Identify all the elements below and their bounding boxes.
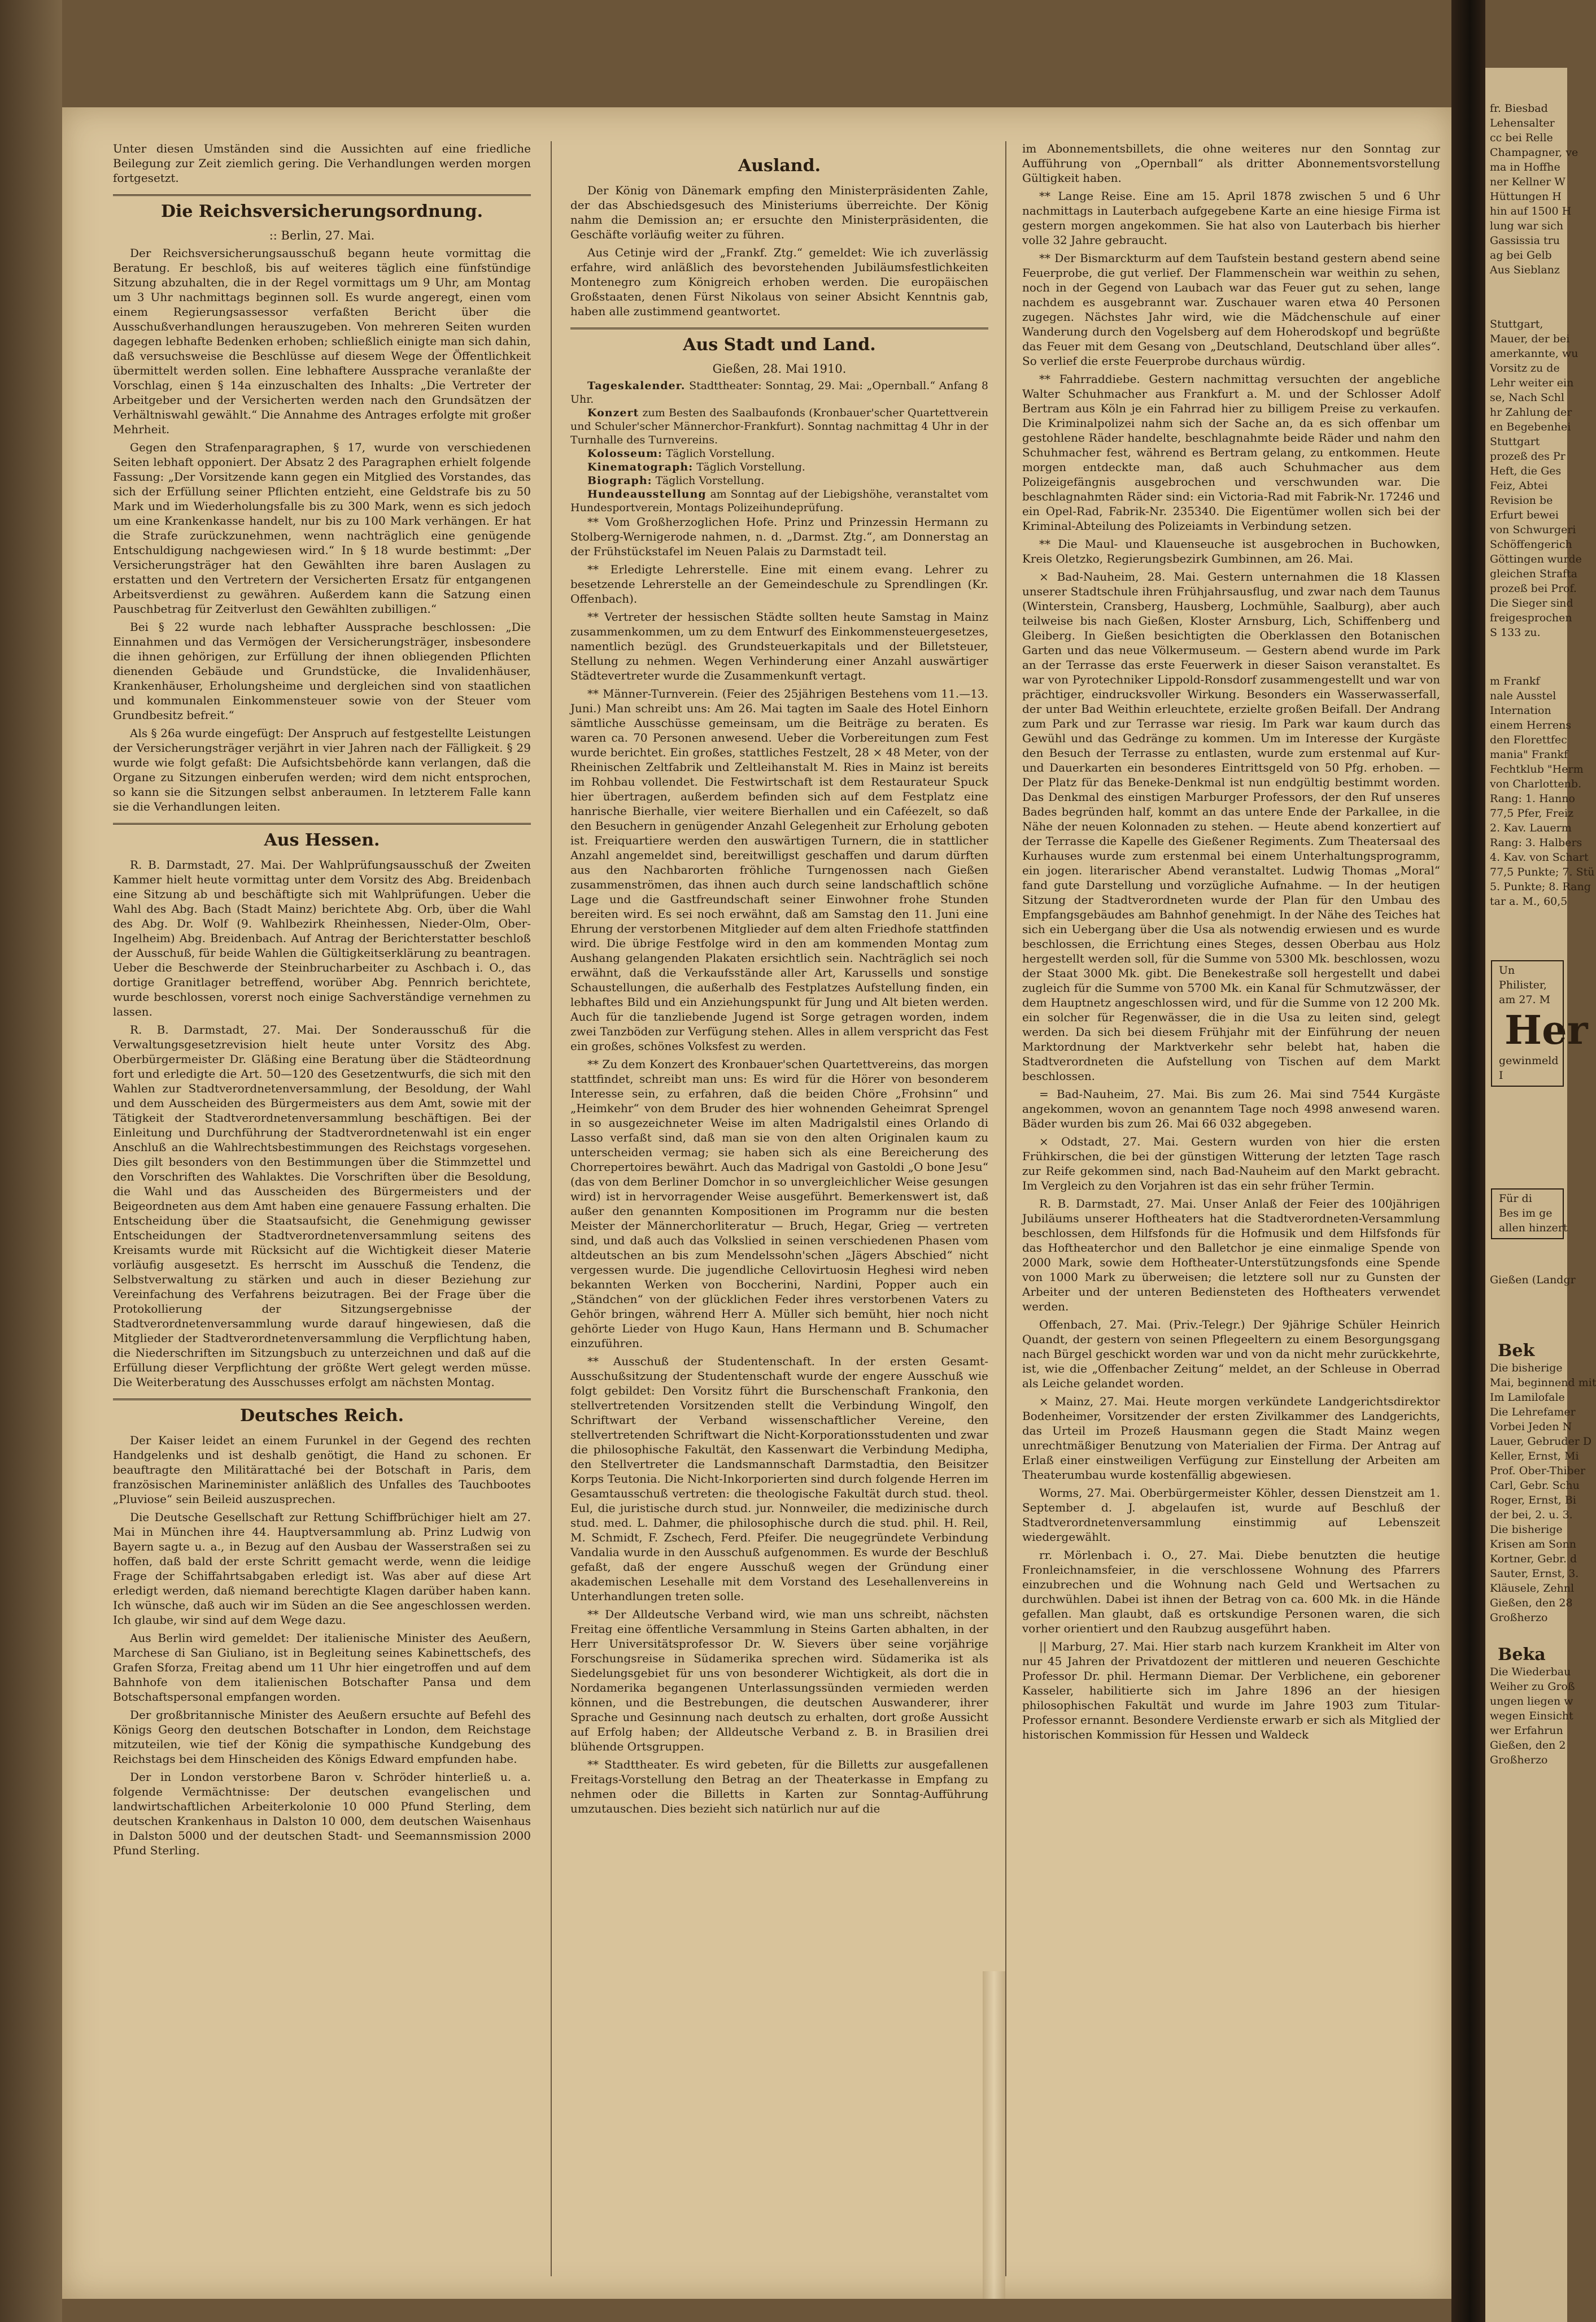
fragment-line: mania" Frankf [1490, 748, 1568, 761]
article-paragraph: R. B. Darmstadt, 27. Mai. Der Wahlprüfungsausschuß der Zweiten Kammer hielt heute vormittag unter dem Vorsitz des Abg. Breidenbach eine Sitzung ab und beschäftigte sich mit Wahlprüfungen. Ueber die Wahl des Abg. Bach (Stadt Mainz) berichtete Abg. Orb, über die Wahl des Abg. Dr. Wolf (9. Wahlbezirk Rheinhessen, Nieder-Olm, Ober-Ingelheim) Abg. Breidenbach. Auf Antrag der Berichterstatter beschloß der Ausschuß, für beide Wahlen die Gültigkeitserklärung zu beantragen. Ueber die Beschwerde der Steinbrucharbeiter zu Aschbach i. O., das dortige Granitlager betreffend, worüber Abg. Pennrich berichtete, wurde beschlossen, vorerst noch einige Sachverständige vernehmen zu lassen. [113, 858, 531, 1018]
fragment-line: Gassissia tru [1490, 234, 1560, 247]
intro-paragraph: Unter diesen Umständen sind die Aussichten auf eine friedliche Beilegung zur Zeit ziemlich gering. Die Verhandlungen werden morgen fortgesetzt. [113, 142, 531, 185]
dateline: Gießen, 28. Mai 1910. [712, 362, 847, 376]
fragment-line: Göttingen wurde [1490, 553, 1582, 565]
fragment-line: S 133 zu. [1490, 626, 1541, 639]
fragment-line: Großherzo [1490, 1754, 1548, 1766]
article-paragraph: ** Ausschuß der Studentenschaft. In der ersten Gesamt-Ausschußsitzung der Studentenschaft wurde der engere Ausschuß wie folgt gebildet: Den Vorsitz führt die Burschenschaft Frankonia, den stellvertretenden Vorsitzenden stellt die Verbindung Wingolf, den Schriftwart der Verband wissenschaftlicher Vereine, den stellvertretenden Schriftwart die Nicht-Korporationsstudenten und zwar die philosophische Fakultät, den Kassenwart die Verbindung Medipha, den Stellvertreter die Landsmannschaft Darmstadtia, den Beisitzer Korps Teutonia. Die Nicht-Inkorporierten sind durch folgende Herren im Gesamtausschuß vertreten: die theologische Fakultät durch stud. theol. Eul, die juristische durch stud. jur. Nonnweiler, die medizinische durch stud. med. L. Dahmer, die philosophische durch die stud. phil. H. Reil, M. Schmidt, F. Zschech, Ferd. Pfeifer. Die neugegründete Verbindung Vandalia wurde in den Ausschuß aufgenommen. Es wurde der Beschluß gefaßt, daß der engere Ausschuß wegen der Gründung einer akademischen Lesehalle mit dem Vorstand des Lesehallenvereins in Unterhandlungen treten solle. [570, 1354, 988, 1603]
fragment-line: allen hinzert [1499, 1222, 1568, 1234]
fragment-line: Roger, Ernst, Bi [1490, 1494, 1576, 1506]
article-paragraph: ** Erledigte Lehrerstelle. Eine mit einem evang. Lehrer zu besetzende Lehrerstelle an der Gemeindeschule zu Sprendlingen (Kr. Offenbach). [570, 563, 988, 605]
fragment-line: Die Wiederbau [1490, 1666, 1571, 1678]
article-paragraph: ** Stadttheater. Es wird gebeten, für die Billetts zur ausgefallenen Freitags-Vorstellung den Betrag an der Theaterkasse in Empfang zu nehmen oder die Billetts in Karten zur Sonntag-Aufführung umzutauschen. Dies bezieht sich natürlich nur auf die [570, 1758, 988, 1815]
section-heading-reichsversicherung: Die Reichsversicherungsordnung. [113, 194, 531, 223]
fragment-line: wegen Einsicht [1490, 1710, 1573, 1722]
section-heading: Beka [1498, 1645, 1546, 1665]
fragment-line: en Begebenhei [1490, 421, 1571, 433]
fragment-line: den Florettfec [1490, 734, 1567, 746]
article-paragraph: Der großbritannische Minister des Aeußern ersuchte auf Befehl des Königs Georg den deutschen Botschafter in London, dem Reichstage mitzuteilen, wie tief der König die sympathische Kundgebung des Reichstags bei dem Hinscheiden des Königs Edward empfunden habe. [113, 1708, 531, 1766]
article-paragraph: Der in London verstorbene Baron v. Schröder hinterließ u. a. folgende Vermächtnisse: Der deutschen evangelischen und landwirtschaftlichen Arbeiterkolonie 10 000 Pfund Sterling, dem deutschen Krankenhaus in Dalston 10 000, dem deutschen Waisenhaus in Dalston 5000 und der deutschen Stadt- und Seemannsmission 2000 Pfund Sterling. [113, 1770, 531, 1857]
fragment-line: von Schwurgeri [1490, 524, 1576, 536]
fragment-line: Rang: 1. Hanno [1490, 792, 1575, 805]
fragment-line: gewinmeld [1499, 1055, 1559, 1067]
article-paragraph: ** Die Maul- und Klauenseuche ist ausgebrochen in Buchowken, Kreis Oletzko, Regierungsbezirk Gumbinnen, am 26. Mai. [1022, 537, 1440, 565]
fragment-line: Mai, beginnend mit [1490, 1376, 1596, 1389]
newspaper-page [62, 107, 1451, 2299]
fragment-line: Mauer, der bei [1490, 333, 1570, 345]
fragment-line: hr Zahlung der [1490, 406, 1572, 419]
article-paragraph: Aus Berlin wird gemeldet: Der italienische Minister des Aeußern, Marchese di San Giuliano, ist in Begleitung seines Kabinettschefs, des Grafen Sforza, Freitag abend um 11 Uhr hier eingetroffen und auf dem Bahnhofe von dem italienischen Botschafter Pansa und dem Botschaftspersonal empfangen worden. [113, 1631, 531, 1704]
calendar-item: Biograph: Täglich Vorstellung. [587, 474, 765, 487]
book-binding [1451, 0, 1485, 2322]
fragment-line: Die Sieger sind [1490, 597, 1573, 609]
article-paragraph: ** Fahrraddiebe. Gestern nachmittag versuchten der angebliche Walter Schuhmacher aus Frankfurt a. M. und der Schlosser Adolf Bertram aus Köln je ein Fahrrad hier zu billigem Preise zu verkaufen. Die Kriminalpolizei nahm sich der Sache an, da es sich offenbar um gestohlene Räder handelte, beschlagnahmte beide Räder und nahm den Schuhmacher fest, während es Bertram gelang, zu entkommen. Heute morgen entdeckte man, daß auch Schuhmacher aus dem Polizeigefängnis ausgebrochen und verschwunden war. Die beschlagnahmten Räder sind: ein Victoria-Rad mit Fabrik-Nr. 17246 und ein Opel-Rad, Fabrik-Nr. 235340. Die Eigentümer wollen sich bei der Kriminal-Abteilung des Polizeiamts in Verbindung setzen. [1022, 372, 1440, 533]
fragment-line: Un [1499, 964, 1515, 977]
article-paragraph: ** Lange Reise. Eine am 15. April 1878 zwischen 5 und 6 Uhr nachmittags in Lauterbach aufgegebene Karte an eine hiesige Firma ist gestern morgen angekommen. Sie hat also von Lauterbach bis hierher volle 32 Jahre gebraucht. [1022, 189, 1440, 247]
fragment-line: hin auf 1500 H [1490, 205, 1572, 217]
fragment-line: Bes im ge [1499, 1207, 1553, 1219]
fragment-line: lung war sich [1490, 220, 1564, 232]
calendar-list [570, 379, 988, 515]
article-paragraph: Der König von Dänemark empfing den Ministerpräsidenten Zahle, der das Abschiedsgesuch des Ministeriums überreichte. Der König nahm die Demission an; er ersuchte den Ministerpräsidenten, die Geschäfte vorläufig weiter zu führen. [570, 184, 988, 241]
article-paragraph: Als § 26a wurde eingefügt: Der Anspruch auf festgestellte Leistungen der Versicherungsträger verjährt in vier Jahren nach der Fälligkeit. § 29 wurde wie folgt gefaßt: Die Aufsichtsbehörde kann verlangen, daß die Organe zu Sitzungen einberufen werden; wird dem nicht entsprochen, so kann sie die Sitzungen selbst anberaumen. In letzterem Falle kann sie die Verhandlungen leiten. [113, 726, 531, 813]
fragment-line: Lehensalter [1490, 117, 1555, 129]
fragment-line: Stuttgart, [1490, 318, 1543, 330]
adjacent-page-text [1485, 68, 1596, 1767]
fragment-line: wer Erfahrun [1490, 1724, 1563, 1737]
fragment-line: Weiher zu Groß [1490, 1680, 1575, 1693]
fragment-line: amerkannte, wu [1490, 347, 1578, 360]
fragment-line: Die Lehrefamer [1490, 1406, 1576, 1418]
fragment-line: ner Kellner W [1490, 176, 1566, 188]
article-paragraph: ** Vom Großherzoglichen Hofe. Prinz und Prinzessin Hermann zu Stolberg-Wernigerode nahmen, n. d. „Darmst. Ztg.“, am Donnerstag an der Frühstückstafel im Neuen Palais zu Darmstadt teil. [570, 515, 988, 558]
section-heading-deutsches-reich: Deutsches Reich. [113, 1399, 531, 1427]
article-paragraph: ** Männer-Turnverein. (Feier des 25jährigen Bestehens vom 11.—13. Juni.) Man schreibt uns: Am 26. Mai tagten im Saale des Hotel Einhorn sämtliche Ausschüsse gemeinsam, um die Beiträge zu beraten. Es waren ca. 70 Personen anwesend. Ueber die Vorbereitungen zum Fest wurde berichtet. Ein großes, stattliches Festzelt, 28 × 48 Meter, von der Rheinischen Zeltfabrik und Zeltleihanstalt M. Ries in Mainz ist bereits im Rohbau vollendet. Die Festwirtschaft ist dem Restaurateur Spuck hier übertragen, außerdem befinden sich auf dem Festplatz eine hanrische Bierhalle, vier weitere Bierhallen und ein Caféezelt, so daß den Besuchern in genügender Anzahl Gelegenheit zur Erholung geboten ist. Freiquartiere werden den auswärtigen Turnern, die in stattlicher Anzahl angemeldet sind, bereitwilligst geschaffen und darum dürften aus den Nachbarorten fröhliche Turngenossen nach Gießen zusammenströmen, das ihnen auch durch seine landschaftlich schöne Lage und die Gastfreundschaft seiner Einwohner frohe Stunden bereiten wird. Es sei noch erwähnt, daß am Samstag den 11. Juni eine Ehrung der verstorbenen Mitglieder auf dem alten Friedhofe stattfinden wird. Die übrige Festfolge wird in den am kommenden Montag zum Aushang gelangenden Plakaten ersichtlich sein. Nachträglich sei noch erwähnt, daß die Verkaufsstände aller Art, Karussells und sonstige Schaustellungen, die außerhalb des Festplatzes Aufstellung finden, ein lebhaftes Bild und ein Anziehungspunkt für Jung und Alt bieten werden. Auch für die tanzliebende Jugend ist Sorge getragen worden, indem zwei Tanzböden zur Verfügung stehen. Alles in allem verspricht das Fest ein großes, schönes Volksfest zu werden. [570, 687, 988, 1053]
fragment-line: ma in Hoffhe [1490, 161, 1560, 173]
fragment-line: Internation [1490, 704, 1551, 717]
fragment-line: Heft, die Ges [1490, 465, 1562, 477]
article-paragraph: im Abonnementsbillets, die ohne weiteres nur den Sonntag zur Aufführung von „Opernball“ als dritter Abonnementsvorstellung Gültigkeit haben. [1022, 142, 1440, 185]
advert-name: Her [1505, 1007, 1588, 1053]
article-paragraph: = Bad-Nauheim, 27. Mai. Bis zum 26. Mai sind 7544 Kurgäste angekommen, wovon an genanntem Tage noch 4998 anwesend waren. Bäder wurden bis zum 26. Mai 66 032 abgegeben. [1022, 1087, 1440, 1130]
fragment-line: Die bisherige [1490, 1523, 1563, 1536]
fragment-line: 2. Kav. Lauerm [1490, 822, 1572, 834]
article-paragraph: Aus Cetinje wird der „Frankf. Ztg.“ gemeldet: Wie ich zuverlässig erfahre, wird anläßlich des bevorstehenden Jubiläumsfestlichkeiten Montenegro zum Königreich erhoben werden. Die europäischen Großstaaten, denen Fürst Nikolaus von seiner Absicht Kenntnis gab, haben alle zustimmend geantwortet. [570, 246, 988, 318]
fragment-line: Großherzo [1490, 1611, 1548, 1624]
fragment-line: I [1499, 1069, 1503, 1082]
section-heading-ausland: Ausland. [738, 156, 821, 176]
adjacent-page-fragment [1485, 68, 1596, 2322]
fragment-line: Gießen, den 28 [1490, 1597, 1573, 1609]
section-heading: Bek [1498, 1341, 1535, 1361]
advertisement-box [1491, 1188, 1568, 1239]
section-heading-hessen: Aus Hessen. [113, 823, 531, 852]
fragment-line: Die bisherige [1490, 1362, 1563, 1374]
fragment-line: Sauter, Ernst, 3. [1490, 1567, 1579, 1580]
article-paragraph: × Odstadt, 27. Mai. Gestern wurden von hier die ersten Frühkirschen, die bei der günstigen Witterung der letzten Tage rasch zur Reife gekommen sind, nach Bad-Nauheim auf den Markt gebracht. Im Vergleich zu den Vorjahren ist das ein sehr früher Termin. [1022, 1135, 1440, 1192]
fragment-line: freigesprochen [1490, 612, 1572, 624]
fragment-line: Kortner, Gebr. d [1490, 1553, 1577, 1565]
column-3 [1022, 141, 1440, 1745]
fragment-line: Hüttungen H [1490, 190, 1562, 203]
fragment-line: Im Lamilofale [1490, 1391, 1565, 1404]
article-paragraph: Die Deutsche Gesellschaft zur Rettung Schiffbrüchiger hielt am 27. Mai in München ihre 44. Hauptversammlung ab. Prinz Ludwig von Bayern sagte u. a., in Bezug auf den Ausbau der Wasserstraßen sei zu hoffen, daß bald der erste Schritt gemacht werde, wenn die leidige Frage der Schiffahrtsabgaben erledigt ist. Was aber auf diese Art erledigt werden, daß niemand berechtigte Klagen darüber haben kann. Ich wünsche, daß auch wir im Süden an die See angeschlossen werden. Ich glaube, wir sind auf dem Wege dazu. [113, 1510, 531, 1627]
fragment-line: Vorsitz zu de [1490, 362, 1560, 374]
fragment-line: 77,5 Pfer, Freiz [1490, 807, 1574, 820]
fragment-line: Gießen (Landgr [1490, 1274, 1576, 1286]
calendar-item: Tageskalender. Stadttheater: Sonntag, 29. Mai: „Opernball.“ Anfang 8 Uhr. [570, 380, 988, 406]
fragment-line: Stuttgart [1490, 435, 1540, 448]
column-2 [570, 141, 988, 1819]
fragment-line: nale Ausstel [1490, 690, 1556, 702]
fragment-line: tar a. M., 60,5 [1490, 895, 1568, 908]
fragment-line: Gießen, den 2 [1490, 1739, 1566, 1752]
fragment-line: ungen liegen w [1490, 1695, 1573, 1707]
section-heading-stadt-und-land: Aus Stadt und Land. [570, 328, 988, 356]
calendar-item: Konzert zum Besten des Saalbaufonds (Kronbauer'scher Quartettverein und Schuler'scher Männerchor-Frankfurt). Sonntag nachmittag 4 Uhr in der Turnhalle des Turnvereins. [570, 407, 988, 446]
fragment-line: gleichen Strafta [1490, 568, 1578, 580]
fragment-line: se, Nach Schl [1490, 391, 1564, 404]
fragment-line: prozeß bei Prof. [1490, 582, 1577, 595]
fragment-line: Champagner, ve [1490, 146, 1578, 159]
fragment-line: prozeß des Pr [1490, 450, 1566, 463]
fragment-line: Revision be [1490, 494, 1553, 507]
fragment-line: Lauer, Gebruder D [1490, 1435, 1592, 1448]
article-paragraph: × Mainz, 27. Mai. Heute morgen verkündete Landgerichtsdirektor Bodenheimer, Vorsitzender der ersten Zivilkammer des Landgerichts, das Urteil im Prozeß Hausmann gegen die Stadt Mainz wegen unrechtmäßiger Benutzung von Materialien der Firma. Der Antrag auf Erlaß einer einstweiligen Verfügung zur Einstellung der Arbeiten am Theaterumbau wurde kostenfällig abgewiesen. [1022, 1395, 1440, 1482]
article-paragraph: Bei § 22 wurde nach lebhafter Aussprache beschlossen: „Die Einnahmen und das Vermögen der Versicherungsträger, insbesondere die ihnen gehörigen, zur Erfüllung der ihnen obliegenden Pflichten dienenden Gebäude und Grundstücke, die Invalidenhäuser, Krankenhäuser, Erholungsheime und dergleichen sind von staatlichen und kommunalen Einkommensteuer sowie von der Steuer vom Grundbesitz befreit.“ [113, 620, 531, 722]
fragment-line: Prof. Ober-Thiber [1490, 1465, 1586, 1477]
fragment-line: fr. Biesbad [1490, 102, 1548, 115]
fragment-line: einem Herrens [1490, 719, 1572, 731]
fragment-line: m Frankf [1490, 675, 1540, 687]
fragment-line: Feiz, Abtei [1490, 480, 1548, 492]
article-paragraph: × Bad-Nauheim, 28. Mai. Gestern unternahmen die 18 Klassen unserer Stadtschule ihren Frühjahrsausflug, und zwar nach dem Taunus (Winterstein, Cransberg, Hausberg, Lochmühle, Saalburg), aber auch teilweise bis nach Gießen, Kloster Arnsburg, Lich, Schiffenberg und Gleiberg. In Gießen besichtigten die Oberklassen den Botanischen Garten und das neue Völkermuseum. — Gestern abend wurde im Park an der Terrasse das erste Feuerwerk in dieser Saison veranstaltet. Es war von Pyrotechniker Lippold-Ronsdorf zusammengestellt und war von prächtiger, eindrucksvoller Wirkung. Besonders ein Wasserwasserfall, der unter Bad Weithin erleuchtete, erzielte großen Beifall. Der Andrang zum Park und zur Terrasse war riesig. Im Park war kaum durch das Gewühl und das Gedränge zu kommen. Um im Interesse der Kurgäste den Besuch der Terrasse zu entlasten, wurde zum erstenmal auf Kur- und Dauerkarten ein besonderes Eintrittsgeld von 50 Pfg. erhoben. — Der Platz für das Beneke-Denkmal ist nun endgültig bestimmt worden. Das Denkmal des einstigen Marburger Professors, der den Ruf unseres Bades begründen half, kommt an das untere Ende der Parkallee, in die Nähe der neuen Kolonnaden zu stehen. — Heute abend konzertiert auf der Terrasse die Kapelle des Gießener Regiments. Zum Theatersaal des Kurhauses wurde zum erstenmal bei einem Unterhaltungsprogramm, ein jogen. literarischer Abend veranstaltet. Ludwig Thomas „Moral“ fand gute Darstellung und vorzügliche Aufnahme. — In der heutigen Sitzung der Stadtverordneten wurde der Plan für den Umbau des Empfangsgebäudes am Bahnhof genehmigt. In der Nähe des Teiches hat sich ein Uebergang über die Usa als notwendig erwiesen und es wurde beschlossen, die Errichtung eines Steges, dessen Oberbau aus Holz hergestellt werden soll, für die Summe von 5300 Mk. beschlossen, wozu der Staat 3000 Mk. gibt. Die Benekestraße soll hergestellt und dabei zugleich für die Summe von 5700 Mk. ein Kanal für Schmutzwässer, der dem Hauptnetz angeschlossen wird, und für die Summe von 12 200 Mk. ein solcher für Regenwässer, die in die Usa zu leiten sind, gelegt werden. Da sich bei diesem Frühjahr mit der Einführung der neuen Marktordnung der Marktverkehr sehr belebt hat, haben die Stadtverordneten die Aufstellung von Tischen auf dem Markt beschlossen. [1022, 570, 1440, 1083]
article-paragraph: ** Der Bismarckturm auf dem Taufstein bestand gestern abend seine Feuerprobe, die gut verlief. Der Flammenschein war weithin zu sehen, noch in der Gegend von Laubach war das Feuer gut zu sehen, lange nachdem es ausgebrannt war. Zuschauer waren etwa 40 Personen zugegen. Nächstes Jahr wird, wie die Mädchenschule auf einer Wanderung durch den Vogelsberg auf dem Hoherodskopf und begrüßte das Feuer mit dem Gesang von „Deutschland, Deutschland über alles“. So verlief die erste Feuerprobe durchaus würdig. [1022, 251, 1440, 368]
calendar-item: Hundeausstellung am Sonntag auf der Liebigshöhe, veranstaltet vom Hundesportverein, Montags Polizeihundeprüfung. [570, 488, 988, 514]
column-1 [113, 141, 531, 1861]
article-paragraph: ** Vertreter der hessischen Städte sollten heute Samstag in Mainz zusammenkommen, um zu dem Entwurf des Einkommensteuergesetzes, namentlich bezügl. des Grundsteuerkapitals und der Billetsteuer, Stellung zu nehmen. Wegen Verhinderung einer Anzahl auswärtiger Städtevertreter wurde die Zusammenkunft vertagt. [570, 610, 988, 682]
advertisement-box [1491, 960, 1588, 1087]
article-paragraph: Worms, 27. Mai. Oberbürgermeister Köhler, dessen Dienstzeit am 1. September d. J. abgelaufen ist, wurde auf Beschluß der Stadtverordnetenversammlung einstimmig auf Lebenszeit wiedergewählt. [1022, 1486, 1440, 1544]
dateline: :: Berlin, 27. Mai. [269, 229, 375, 242]
article-paragraph: ** Der Alldeutsche Verband wird, wie man uns schreibt, nächsten Freitag eine öffentliche Versammlung in Steins Garten abhalten, in der Herr Universitätsprofessor Dr. W. Sievers über seine vorjährige Forschungsreise in Südamerika sprechen wird. Südamerika ist als Siedelungsgebiet für uns von besonderer Wichtigkeit, als dort die in Nordamerika begangenen Unterlassungssünden vermieden werden können, und die Bestrebungen, die deutschen Auswanderer, ihrer Sprache und Gesinnung nach deutsch zu erhalten, dort große Aussicht auf Erfolg haben; der Alldeutsche Verband z. B. in Brasilien drei blühende Ortsgruppen. [570, 1607, 988, 1753]
fragment-line: Keller, Ernst, Mi [1490, 1450, 1579, 1462]
paper-tear [983, 1971, 1005, 2299]
fragment-line: 5. Punkte; 8. Rang [1490, 881, 1591, 893]
fragment-line: am 27. M [1499, 994, 1551, 1006]
fragment-line: der bei, 2. u. 3. [1490, 1509, 1573, 1521]
fragment-line: Carl, Gebr. Schu [1490, 1479, 1580, 1492]
column-rule-1 [551, 141, 552, 2276]
fragment-line: Für di [1499, 1192, 1532, 1205]
fragment-line: 77,5 Punkte; 7. Stü [1490, 866, 1595, 878]
fragment-line: ag bei Gelb [1490, 249, 1552, 262]
article-paragraph: R. B. Darmstadt, 27. Mai. Unser Anlaß der Feier des 100jährigen Jubiläums unserer Hoftheaters hat die Stadtverordneten-Versammlung beschlossen, dem Hilfsfonds für die Hofmusik und dem Hilfsfonds für das Hoftheaterchor und den Balletchor je eine einmalige Spende von 2000 Mark, sowie dem Hoftheater-Unterstützungsfonds eine Spende von 1000 Mark zu überweisen; die letztere soll nur zu Gunsten der Arbeiter und der unteren Bediensteten des Hoftheaters verwendet werden. [1022, 1197, 1440, 1313]
fragment-line: Lehr weiter ein [1490, 377, 1574, 389]
fragment-line: Kläusele, Zehnl [1490, 1582, 1575, 1595]
fragment-line: 4. Kav. von Schart [1490, 851, 1589, 864]
article-paragraph: || Marburg, 27. Mai. Hier starb nach kurzem Krankheit im Alter von nur 45 Jahren der Privatdozent der mittleren und neueren Geschichte Professor Dr. phil. Hermann Diemar. Der Verblichene, ein geborener Kasseler, habilitierte sich im Jahre 1896 an der hiesigen philosophischen Fakultät und wurde im Jahre 1903 zum Titular-Professor ernannt. Besondere Verdienste erwarb er sich als Mitglied der historischen Kommission für Hessen und Waldeck [1022, 1640, 1440, 1741]
article-paragraph: ** Zu dem Konzert des Kronbauer'schen Quartettvereins, das morgen stattfindet, schreibt man uns: Es wird für die Hörer von besonderem Interesse sein, zu erfahren, daß die beiden Chöre „Frohsinn“ und „Heimkehr“ von dem Bruder des hier wohnenden Geheimrat Sprengel in so ausgezeichneter Weise im alten Madrigalstil eines Orlando di Lasso verfaßt sind, daß man sie von den alten Originalen kaum zu unterscheiden vermag; sie haben sich als eine Bereicherung des Chorrepertoires bewährt. Auch das Madrigal von Gastoldi „O bone Jesu“ (das von dem Berliner Domchor in so unvergleichlicher Weise gesungen wird) ist in hervorragender Weise ausgeführt. Bemerkenswert ist, daß außer den genannten Kompositionen im Programm nur die besten Meister der Männerchorliteratur — Bruch, Hegar, Grieg — vertreten sind, und daß auch das Volkslied in seinen verschiedenen Phasen vom altdeutschen an bis zum Mendelssohn'schen „Jägers Abschied“ nicht vergessen wurde. Die jugendliche Cellovirtuosin Heghesi wird neben bekannten Werken von Boccherini, Nardini, Popper auch ein „Ständchen“ von der glücklichen Feder ihres verstorbenen Vaters zu Gehör bringen, während Herr A. Müller sich bemüht, hier noch nicht gehörte Lieder von Hugo Kaun, Hans Hermann und B. Schumacher einzuführen. [570, 1057, 988, 1350]
article-paragraph: Gegen den Strafenparagraphen, § 17, wurde von verschiedenen Seiten lebhaft opponiert. Der Absatz 2 des Paragraphen erhielt folgende Fassung: „Der Vorsitzende kann gegen ein Mitglied des Vorstandes, das sich der Erfüllung seiner Pflichten entzieht, eine Geldstrafe bis zu 50 Mark und im Wiederholungsfalle bis zu 300 Mark, wenn es sich jedoch um eine Krankenkasse handelt, nur bis zu 100 Mark verhängen. Er hat die Strafe zurückzunehmen, wenn nachträglich eine genügende Entschuldigung nachgewiesen wird.“ In § 18 wurde bestimmt: „Der Versicherungsträger hat den Gewählten ihre baren Auslagen zu erstatten und den Vertretern der Versicherten Ersatz für entgangenen Arbeitsverdienst zu gewähren. Außerdem kann die Satzung einen Pauschbetrag für Zeitverlust den Gewählten zubilligen.“ [113, 441, 531, 616]
fragment-line: von Charlottenb. [1490, 778, 1582, 790]
article-paragraph: rr. Mörlenbach i. O., 27. Mai. Diebe benutzten die heutige Fronleichnamsfeier, in die verschlossene Wohnung des Pfarrers einzubrechen und die Wohnung nach Geld und Wertsachen zu durchwühlen. Dabei ist ihnen der Betrag von ca. 600 Mk. in die Hände gefallen. Man glaubt, daß es ortskundige Personen waren, die sich vorher orientiert und den Raubzug ausgeführt haben. [1022, 1548, 1440, 1635]
article-paragraph: R. B. Darmstadt, 27. Mai. Der Sonderausschuß für die Verwaltungsgesetzrevision hielt heute unter Vorsitz des Abg. Oberbürgermeister Dr. Gläßing eine Beratung über die Städteordnung fort und erledigte die Art. 50—120 des Gesetzentwurfs, die sich mit den Wahlen zur Stadtverordnetenversammlung, der Besoldung, der Wahl und dem Ausscheiden des Bürgermeisters aus dem Amt, sowie mit der Tätigkeit der Stadtverordnetenversammlung beschäftigen. Bei der Einleitung und Durchführung der Stadtverordnetenwahl ist ein enger Anschluß an die Wahlrechtsbestimmungen des Reichstags vorgesehen. Dies gilt besonders von den Bestimmungen über die Stimmzettel und den Vorschriften des Wahlaktes. Die Vorschriften über die Besoldung, die Wahl und das Ausscheiden des Bürgermeisters und der Beigeordneten aus dem Amt haben eine genauere Fassung erhalten. Die Entscheidung über die Staatsaufsicht, die Genehmigung gewisser Entscheidungen der Stadtverordnetenversammlung seitens des Kreisamts wurde mit Rücksicht auf die Wichtigkeit dieser Materie vorläufig ausgesetzt. Es herrscht im Ausschuß die Tendenz, die Selbstverwaltung zu stärken und auch in dieser Beziehung zur Vereinfachung des Verfahrens beizutragen. Bei der Frage über die Protokollierung der Sitzungsergebnisse der Stadtverordnetenversammlung wurde darauf hingewiesen, daß die Mitglieder der Stadtverordnetenversammlung die Verpflichtung haben, die Niederschriften im Sitzungsbuch zu unterzeichnen und daß auf die Erfüllung dieser Verpflichtung der größte Wert gelegt werden müsse. Die Weiterberatung des Ausschusses erfolgt am nächsten Montag. [113, 1023, 531, 1389]
fragment-line: Erfurt bewei [1490, 509, 1559, 521]
column-rule-2 [1005, 141, 1006, 2276]
fragment-line: Vorbei Jeden N [1490, 1421, 1572, 1433]
fragment-line: Krisen am Sonn [1490, 1538, 1576, 1550]
article-paragraph: Der Reichsversicherungsausschuß begann heute vormittag die Beratung. Er beschloß, bis auf weiteres täglich eine fünfstündige Sitzung abzuhalten, die in der Regel vormittags um 9 Uhr, am Montag um 3 Uhr nachmittags beginnen soll. Es wurde angeregt, einen vom einem Regierungsassessor verfaßten Bericht über die Ausschußverhandlungen herauszugeben. Von mehreren Seiten wurden dagegen lebhafte Bedenken erhoben; schließlich einigte man sich dahin, daß versuchsweise die Beschlüsse auf diesem Wege der Öffentlichkeit übermittelt werden sollen. Eine lebhaftere Aussprache veranlaßte der Vorschlag, einen § 14a einzuschalten des Inhalts: „Die Vertreter der Arbeitgeber und der Versicherten werden nach den Grundsätzen der Verhältniswahl gewählt.“ Die Annahme des Antrages erfolgte mit großer Mehrheit. [113, 246, 531, 436]
left-page-edge [0, 0, 62, 2322]
fragment-line: cc bei Relle [1490, 132, 1553, 144]
calendar-item: Kinematograph: Täglich Vorstellung. [587, 461, 805, 473]
fragment-line: Philister, [1499, 979, 1547, 991]
article-paragraph: Der Kaiser leidet an einem Furunkel in der Gegend des rechten Handgelenks und ist deshalb genötigt, die Hand zu schonen. Er beauftragte den Militärattaché bei der Botschaft in Paris, dem französischen Marineminister anläßlich des Unfalles des Tauchbootes „Pluviose“ sein Beileid auszusprechen. [113, 1434, 531, 1506]
fragment-line: Fechtklub "Herm [1490, 763, 1584, 776]
article-paragraph: Offenbach, 27. Mai. (Priv.-Telegr.) Der 9jährige Schüler Heinrich Quandt, der gestern von seinen Pflegeeltern zu einem Besorgungsgang nach Bürgel geschickt worden war und von da nicht mehr zurückkehrte, ist, wie die „Offenbacher Zeitung“ meldet, an der Schleuse in Oberrad als Leiche gelandet worden. [1022, 1318, 1440, 1390]
calendar-item: Kolosseum: Täglich Vorstellung. [587, 447, 775, 460]
fragment-line: Schöffengerich [1490, 538, 1572, 551]
fragment-line: Rang: 3. Halbers [1490, 837, 1582, 849]
fragment-line: Aus Sieblanz [1490, 264, 1560, 276]
